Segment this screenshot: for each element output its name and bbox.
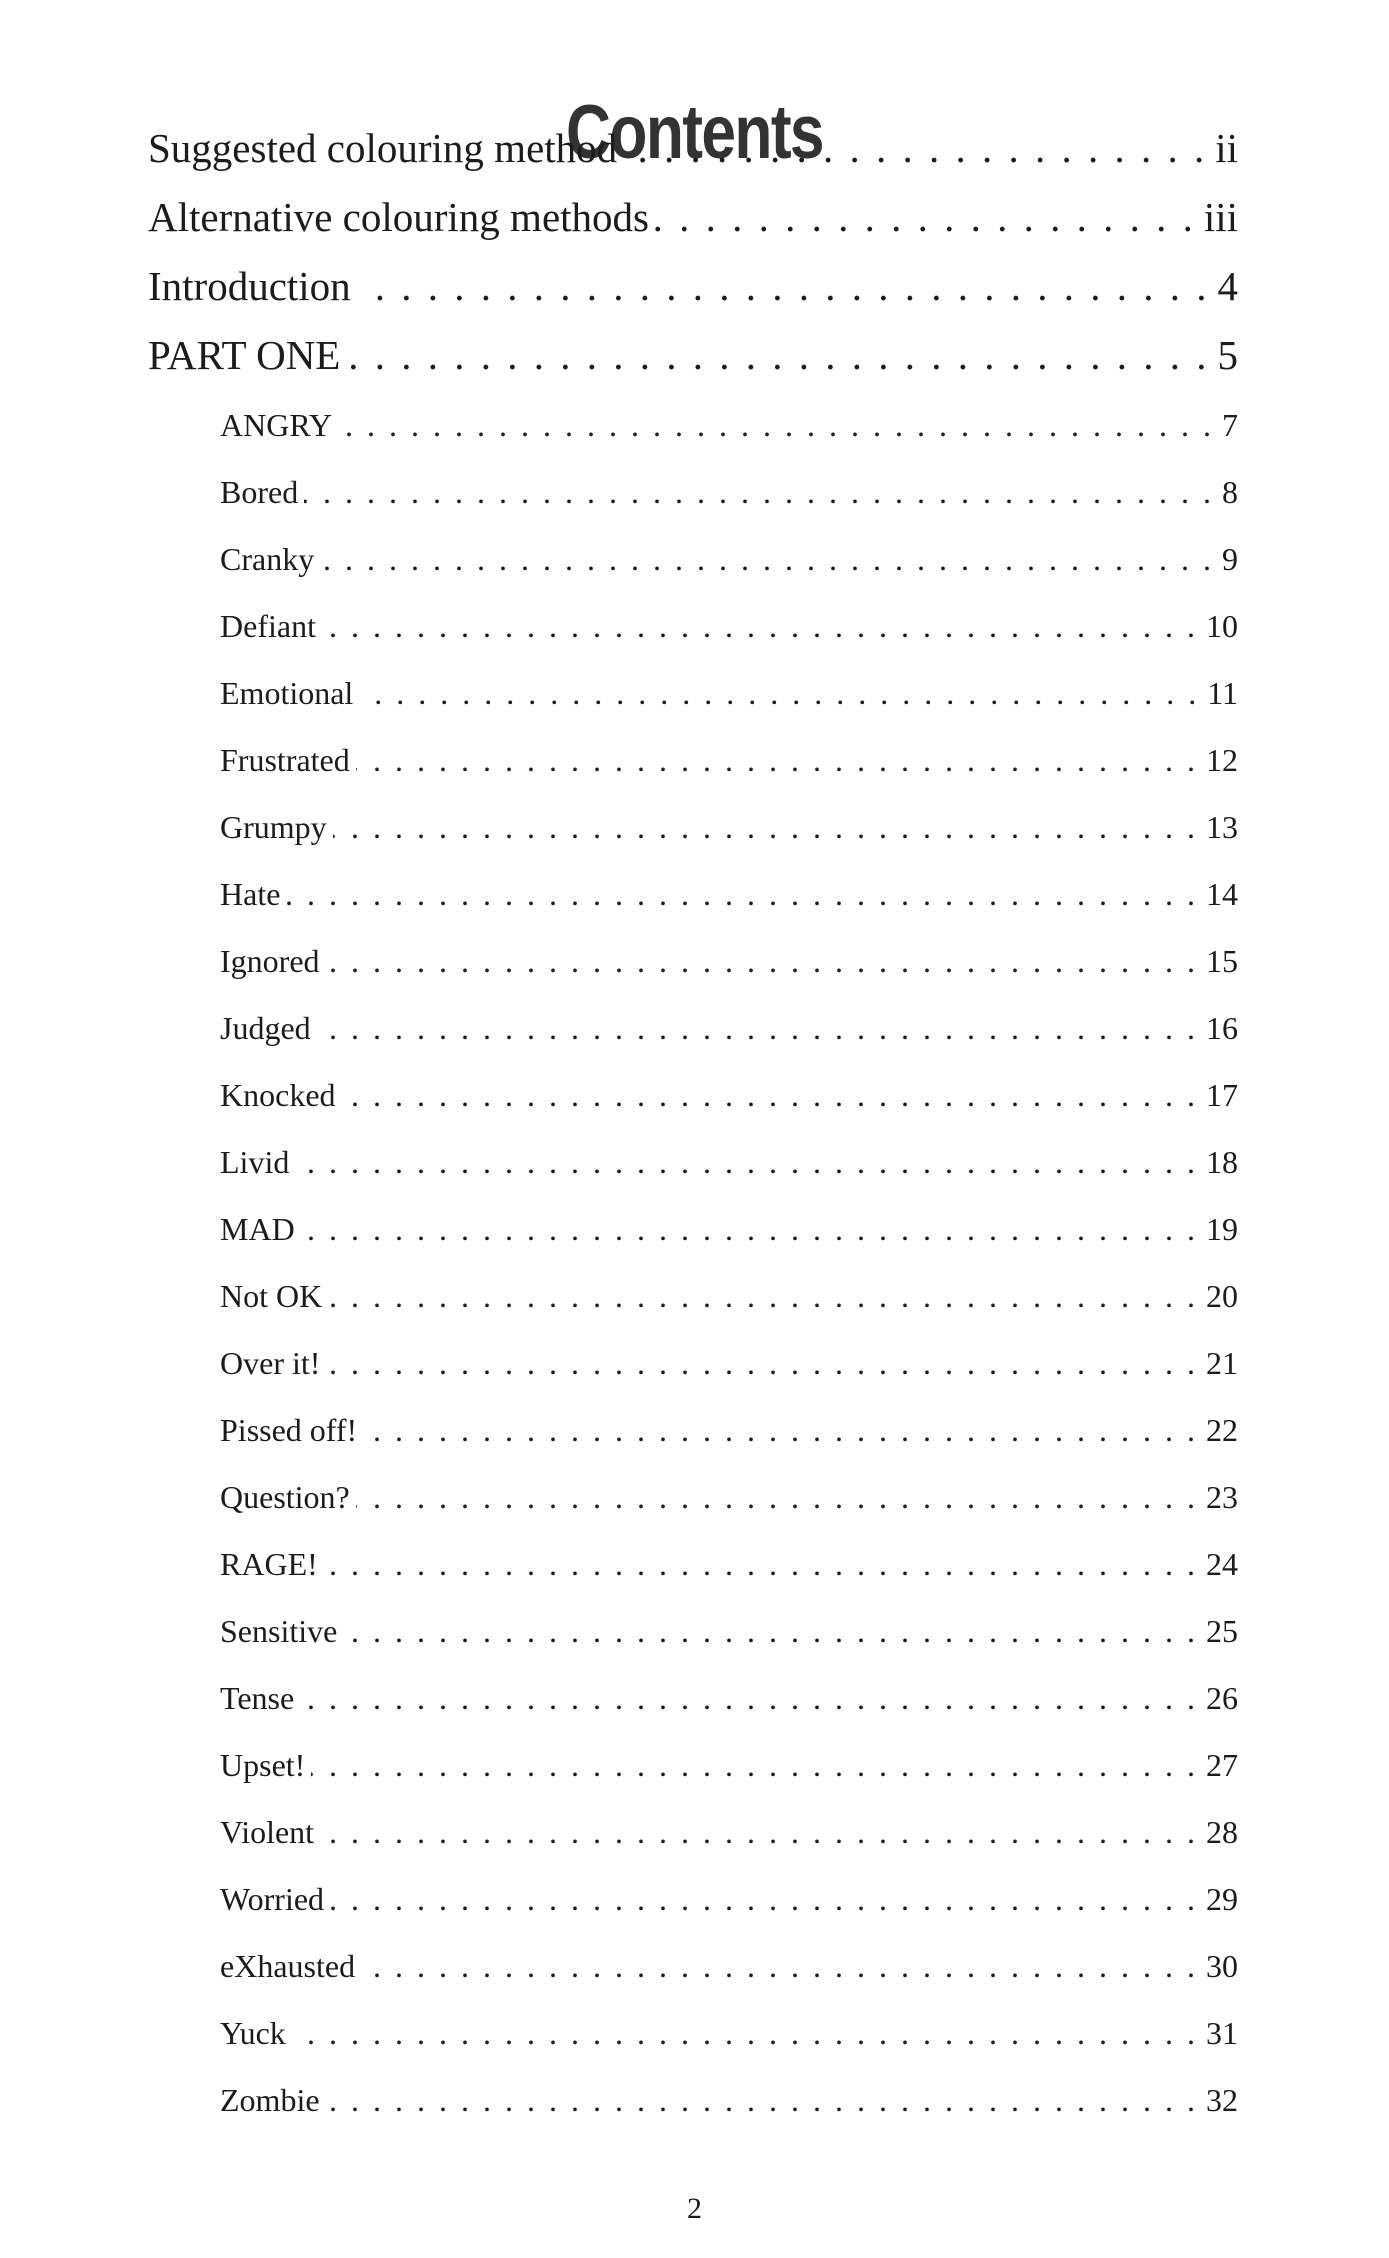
dot-leader bbox=[301, 1204, 1198, 1254]
toc-entry-label: Knocked bbox=[220, 1077, 336, 1113]
toc-entry[interactable] bbox=[220, 534, 1238, 584]
toc-entry-label: ANGRY bbox=[220, 407, 333, 443]
dot-leader bbox=[326, 936, 1198, 986]
toc-entry-page: 8 bbox=[1222, 474, 1238, 510]
dot-leader bbox=[324, 1539, 1198, 1589]
toc-entry-label: Upset! bbox=[220, 1747, 306, 1783]
dot-leader bbox=[343, 1606, 1198, 1656]
toc-entry[interactable] bbox=[220, 802, 1238, 852]
toc-entry-label: Yuck bbox=[220, 2015, 286, 2051]
dot-leader bbox=[356, 1472, 1198, 1522]
toc-entry-label: Pissed off! bbox=[220, 1412, 358, 1448]
dot-leader bbox=[311, 1740, 1198, 1790]
toc-entry-label: Suggested colouring method bbox=[148, 125, 618, 171]
toc-entry-label: Hate bbox=[220, 876, 281, 912]
toc-entry-label: Alternative colouring methods bbox=[148, 194, 649, 240]
toc-entry-page: 13 bbox=[1206, 809, 1238, 845]
toc-entry-page: 32 bbox=[1206, 2082, 1238, 2118]
toc-entry-page: 20 bbox=[1206, 1278, 1238, 1314]
toc-entry[interactable] bbox=[220, 2075, 1238, 2125]
dot-leader bbox=[300, 1673, 1198, 1723]
toc-entry-page: 7 bbox=[1222, 407, 1238, 443]
toc-entry-label: Frustrated bbox=[220, 742, 350, 778]
toc-entry-page: 16 bbox=[1206, 1010, 1238, 1046]
dot-leader bbox=[322, 601, 1198, 651]
toc-entry[interactable] bbox=[148, 118, 1238, 178]
toc-entry[interactable] bbox=[220, 1271, 1238, 1321]
dot-leader bbox=[655, 187, 1196, 247]
toc-entry[interactable] bbox=[148, 256, 1238, 316]
toc-entry-label: MAD bbox=[220, 1211, 295, 1247]
dot-leader bbox=[333, 802, 1198, 852]
toc-entry-page: 28 bbox=[1206, 1814, 1238, 1850]
toc-entry[interactable] bbox=[220, 1941, 1238, 1991]
dot-leader bbox=[338, 400, 1214, 450]
toc-entry[interactable] bbox=[220, 400, 1238, 450]
toc-entry-label: RAGE! bbox=[220, 1546, 318, 1582]
toc-entry-label: Question? bbox=[220, 1479, 350, 1515]
toc-entry[interactable] bbox=[220, 1807, 1238, 1857]
toc-entry-page: 26 bbox=[1206, 1680, 1238, 1716]
dot-leader bbox=[363, 1405, 1198, 1455]
toc-entry-label: Not OK bbox=[220, 1278, 323, 1314]
toc-entry-label: Ignored bbox=[220, 943, 320, 979]
toc-entry[interactable] bbox=[220, 601, 1238, 651]
page-number: 2 bbox=[687, 2192, 702, 2225]
toc-entry-label: Tense bbox=[220, 1680, 295, 1716]
toc-entry[interactable] bbox=[220, 1003, 1238, 1053]
toc-entry[interactable] bbox=[220, 668, 1238, 718]
toc-entry-page: 29 bbox=[1206, 1881, 1238, 1917]
dot-leader bbox=[359, 668, 1199, 718]
toc-entry-label: Grumpy bbox=[220, 809, 327, 845]
toc-entry-page: 19 bbox=[1206, 1211, 1238, 1247]
toc-entry-page: 12 bbox=[1206, 742, 1238, 778]
dot-leader bbox=[286, 869, 1198, 919]
page-title: Contents bbox=[566, 89, 823, 175]
toc-entry-label: Over it! bbox=[220, 1345, 321, 1381]
toc-entry-label: Emotional bbox=[220, 675, 354, 711]
dot-leader bbox=[330, 1874, 1198, 1924]
toc-entry-label: Zombie bbox=[220, 2082, 320, 2118]
dot-leader bbox=[317, 1003, 1198, 1053]
toc-entry-label: Sensitive bbox=[220, 1613, 338, 1649]
dot-leader bbox=[320, 1807, 1198, 1857]
toc-entry[interactable] bbox=[220, 1472, 1238, 1522]
dot-leader bbox=[357, 256, 1210, 316]
toc-entry[interactable] bbox=[220, 2008, 1238, 2058]
toc-entry-page: 21 bbox=[1206, 1345, 1238, 1381]
toc-entry[interactable] bbox=[220, 735, 1238, 785]
toc-entry[interactable] bbox=[220, 1405, 1238, 1455]
toc-entry-page: 31 bbox=[1206, 2015, 1238, 2051]
toc-entry-page: 15 bbox=[1206, 943, 1238, 979]
toc-entry[interactable] bbox=[220, 1070, 1238, 1120]
dot-leader bbox=[304, 467, 1214, 517]
toc-entry-label: Worried bbox=[220, 1881, 325, 1917]
toc-entry[interactable] bbox=[148, 187, 1238, 247]
toc-entry[interactable] bbox=[220, 1874, 1238, 1924]
dot-leader bbox=[320, 534, 1214, 584]
toc-entry[interactable] bbox=[220, 1673, 1238, 1723]
toc-entry[interactable] bbox=[220, 936, 1238, 986]
toc-entry-page: 4 bbox=[1217, 263, 1238, 309]
toc-entry[interactable] bbox=[220, 1137, 1238, 1187]
toc-entry-page: 22 bbox=[1206, 1412, 1238, 1448]
toc-entry[interactable] bbox=[220, 1740, 1238, 1790]
toc-entry-page: 18 bbox=[1206, 1144, 1238, 1180]
toc-entry-label: Cranky bbox=[220, 541, 315, 577]
toc-entry-page: iii bbox=[1203, 194, 1238, 240]
toc-entry[interactable] bbox=[220, 1338, 1238, 1388]
dot-leader bbox=[361, 1941, 1198, 1991]
toc-entry[interactable] bbox=[148, 325, 1238, 385]
toc-entry-label: Livid bbox=[220, 1144, 290, 1180]
toc-entry-label: Judged bbox=[220, 1010, 311, 1046]
toc-entry-page: ii bbox=[1215, 125, 1238, 171]
toc-entry[interactable] bbox=[220, 1539, 1238, 1589]
toc-entry-label: eXhausted bbox=[220, 1948, 356, 1984]
toc-entry-label: Bored bbox=[220, 474, 299, 510]
dot-leader bbox=[328, 1271, 1198, 1321]
toc-entry-label: Defiant bbox=[220, 608, 316, 644]
toc-entry[interactable] bbox=[220, 1606, 1238, 1656]
toc-entry-page: 30 bbox=[1206, 1948, 1238, 1984]
toc-entry[interactable] bbox=[220, 1204, 1238, 1254]
dot-leader bbox=[326, 2075, 1198, 2125]
toc-entry-label: Violent bbox=[220, 1814, 315, 1850]
dot-leader bbox=[295, 1137, 1198, 1187]
toc-entry-page: 14 bbox=[1206, 876, 1238, 912]
toc-entry-label: Introduction bbox=[148, 263, 351, 309]
dot-leader bbox=[346, 325, 1209, 385]
toc-entry-page: 17 bbox=[1206, 1077, 1238, 1113]
toc-entry-page: 24 bbox=[1206, 1546, 1238, 1582]
toc-entry-page: 9 bbox=[1222, 541, 1238, 577]
dot-leader bbox=[356, 735, 1198, 785]
toc-entry[interactable] bbox=[220, 869, 1238, 919]
dot-leader bbox=[342, 1070, 1198, 1120]
toc-entry-page: 10 bbox=[1206, 608, 1238, 644]
dot-leader bbox=[292, 2008, 1198, 2058]
dot-leader bbox=[326, 1338, 1198, 1388]
toc-entry-page: 11 bbox=[1207, 675, 1238, 711]
toc-entry-page: 23 bbox=[1206, 1479, 1238, 1515]
toc-entry[interactable] bbox=[220, 467, 1238, 517]
toc-entry-page: 5 bbox=[1217, 332, 1238, 378]
dot-leader bbox=[623, 118, 1207, 178]
toc-entry-page: 25 bbox=[1206, 1613, 1238, 1649]
toc-entry-label: PART ONE bbox=[148, 332, 341, 378]
toc-entry-page: 27 bbox=[1206, 1747, 1238, 1783]
